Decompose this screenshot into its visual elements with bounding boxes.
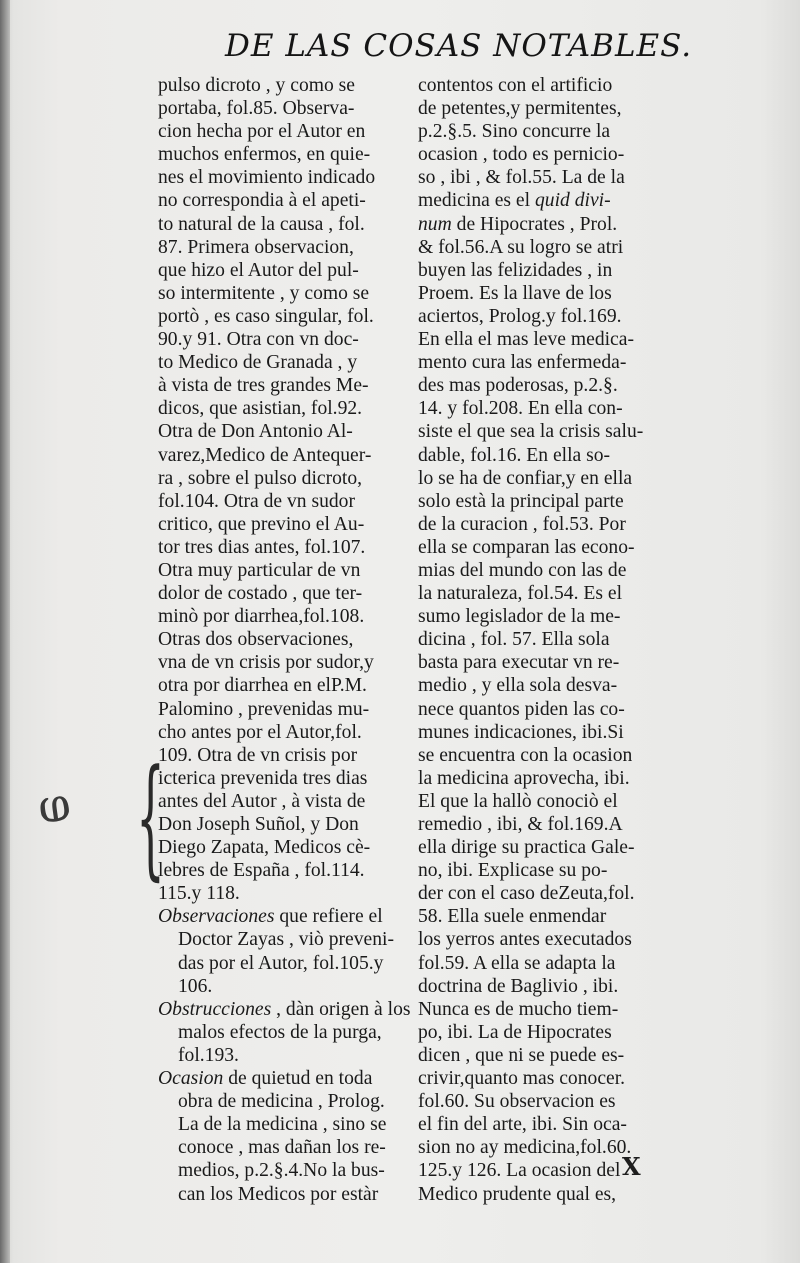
text-line: critico, que previno el Au- [158, 513, 365, 535]
text-line: crivir,quanto mas conocer. [418, 1068, 626, 1090]
text-line: El que la hallò conociò el [418, 790, 618, 812]
handwritten-margin-mark: ⱷ [34, 776, 74, 834]
text-line: aciertos, Prolog.y fol.169. [418, 305, 622, 327]
text-line: fol.59. A ella se adapta la [418, 952, 616, 974]
text-line: lo se ha de confiar,y en ella [418, 467, 633, 489]
text-line: la naturaleza, fol.54. Es el [418, 583, 623, 605]
text-line: En ella el mas leve medica- [418, 329, 634, 351]
text-line: dicos, que asistian, fol.92. [158, 398, 363, 420]
margin-brace: { [136, 741, 165, 893]
line-text: que refiere el [274, 906, 383, 928]
text-line: dicen , que ni se puede es- [418, 1044, 625, 1066]
text-line: medios, p.2.§.4.No la bus- [178, 1160, 385, 1182]
text-line: el fin del arte, ibi. Sin oca- [418, 1114, 627, 1136]
text-line: varez,Medico de Antequer- [158, 444, 372, 466]
text-line: fol.60. Su observacion es [418, 1091, 616, 1113]
text-line: La de la medicina , sino se [178, 1114, 387, 1136]
signature-mark: X [622, 1152, 641, 1181]
text-line: no correspondia à el apeti- [158, 190, 366, 212]
text-line: ocasion , todo es pernicio- [418, 144, 625, 166]
text-line [158, 905, 393, 928]
text-line: 125.y 126. La ocasion del [418, 1160, 621, 1182]
text-line: malos efectos de la purga, [178, 1021, 382, 1043]
text-line: po, ibi. La de Hipocrates [418, 1021, 612, 1043]
text-line: no, ibi. Explicase su po- [418, 860, 608, 882]
text-line: sumo legislador de la me- [418, 606, 621, 628]
text-line: minò por diarrhea,fol.108. [158, 606, 365, 628]
text-line: sion no ay medicina,fol.60. [418, 1137, 632, 1159]
text-line: fol.104. Otra de vn sudor [158, 490, 355, 512]
text-line: portò , es caso singular, fol. [158, 305, 374, 327]
right-column [418, 74, 646, 1206]
text-line: nes el movimiento indicado [158, 167, 376, 189]
text-line: Don Joseph Suñol, y Don [158, 814, 359, 835]
text-line: antes del Autor , à vista de [158, 790, 366, 812]
text-line [158, 1067, 393, 1090]
text-line: mias del mundo con las de [418, 559, 627, 581]
text-line: otra por diarrhea en elP.M. [158, 675, 367, 697]
text-line: tor tres dias antes, fol.107. [158, 536, 366, 558]
left-column [158, 74, 411, 1206]
text-line: de la curacion , fol.53. Por [418, 513, 626, 535]
text-line: can los Medicos por estàr [178, 1183, 379, 1205]
text-line: & fol.56.A su logro se atri [418, 236, 624, 258]
text-line: conoce , mas dañan los re- [178, 1137, 386, 1159]
text-line: pulso dicroto , y como se [158, 75, 355, 96]
text-line: cion hecha por el Autor en [158, 121, 366, 143]
text-line: ra , sobre el pulso dicroto, [158, 467, 363, 489]
text-line: ella se comparan las econo- [418, 536, 635, 558]
running-header: DE LAS COSAS NOTABLES. [225, 28, 693, 64]
text-line: vna de vn crisis por sudor,y [158, 652, 374, 674]
text-line: contentos con el artificio [418, 75, 613, 96]
text-line: de petentes,y permitentes, [418, 98, 622, 120]
text-line: dolor de costado , que ter- [158, 583, 363, 605]
text-line: obra de medicina , Prolog. [178, 1091, 385, 1113]
text-line: das por el Autor, fol.105.y [178, 952, 384, 974]
text-line: 14. y fol.208. En ella con- [418, 398, 623, 420]
text-line: Otra de Don Antonio Al- [158, 421, 353, 443]
text-line: der con el caso deZeuta,fol. [418, 883, 635, 905]
text-line: remedio , ibi, & fol.169.A [418, 814, 623, 835]
text-line: Palomino , prevenidas mu- [158, 698, 370, 720]
text-line: à vista de tres grandes Me- [158, 375, 369, 397]
text-line: buyen las felizidades , in [418, 259, 613, 281]
text-line: Otras dos observaciones, [158, 629, 354, 651]
text-line: fol.193. [178, 1044, 239, 1066]
text-line: dable, fol.16. En ella so- [418, 444, 611, 466]
text-line [158, 998, 411, 1021]
index-term: Obstrucciones [158, 998, 272, 1020]
text-line: 115.y 118. [158, 883, 240, 905]
text-line: Diego Zapata, Medicos cè- [158, 837, 371, 859]
index-term: Ocasion [158, 1068, 224, 1090]
text-line: Nunca es de mucho tiem- [418, 998, 619, 1020]
line-text: de Hipocrates , Prol. [451, 213, 618, 235]
line-text: de quietud en toda [223, 1068, 373, 1090]
index-term: Observaciones [158, 906, 275, 928]
text-line: p.2.§.5. Sino concurre la [418, 121, 611, 143]
text-line: lebres de España , fol.114. [158, 860, 365, 882]
text-line: 109. Otra de vn crisis por [158, 744, 358, 766]
text-line: 87. Primera observacion, [158, 236, 354, 258]
text-line: Otra muy particular de vn [158, 559, 361, 581]
text-line: to natural de la causa , fol. [158, 213, 365, 235]
text-line: dicina , fol. 57. Ella sola [418, 629, 610, 651]
text-line: so , ibi , & fol.55. La de la [418, 167, 625, 189]
text-line [418, 213, 646, 236]
text-line: medio , y ella sola desva- [418, 675, 618, 697]
text-line: mento cura las enfermeda- [418, 352, 627, 374]
page-gutter-shadow [0, 0, 10, 1263]
text-line: la medicina aprovecha, ibi. [418, 767, 630, 789]
text-line: to Medico de Granada , y [158, 352, 358, 374]
text-line: Proem. Es la llave de los [418, 282, 612, 304]
italic-phrase: num [418, 213, 452, 235]
text-line: icterica prevenida tres dias [158, 767, 368, 789]
text-line: se encuentra con la ocasion [418, 744, 633, 766]
line-text: medicina es el [418, 190, 535, 212]
text-line: los yerros antes executados [418, 929, 632, 951]
text-line [418, 189, 646, 212]
line-text: , dàn origen à los [271, 998, 411, 1020]
text-line: Doctor Zayas , viò preveni- [178, 929, 395, 951]
text-line: muchos enfermos, en quie- [158, 144, 371, 166]
text-line: que hizo el Autor del pul- [158, 259, 359, 281]
text-line: des mas poderosas, p.2.§. [418, 375, 618, 397]
italic-phrase: quid divi- [534, 190, 611, 212]
text-line: siste el que sea la crisis salu- [418, 421, 644, 443]
text-line: munes indicaciones, ibi.Si [418, 721, 624, 743]
text-line: cho antes por el Autor,fol. [158, 721, 362, 743]
text-line: 90.y 91. Otra con vn doc- [158, 329, 359, 351]
text-line: so intermitente , y como se [158, 282, 370, 304]
text-line: portaba, fol.85. Observa- [158, 98, 355, 120]
text-line: nece quantos piden las co- [418, 698, 625, 720]
text-line: Medico prudente qual es, [418, 1183, 617, 1205]
text-line: ella dirige su practica Gale- [418, 837, 635, 859]
text-line: solo està la principal parte [418, 490, 624, 512]
text-line: basta para executar vn re- [418, 652, 620, 674]
text-line: 58. Ella suele enmendar [418, 906, 607, 928]
text-line: 106. [178, 975, 213, 997]
text-line: doctrina de Baglivio , ibi. [418, 975, 619, 997]
